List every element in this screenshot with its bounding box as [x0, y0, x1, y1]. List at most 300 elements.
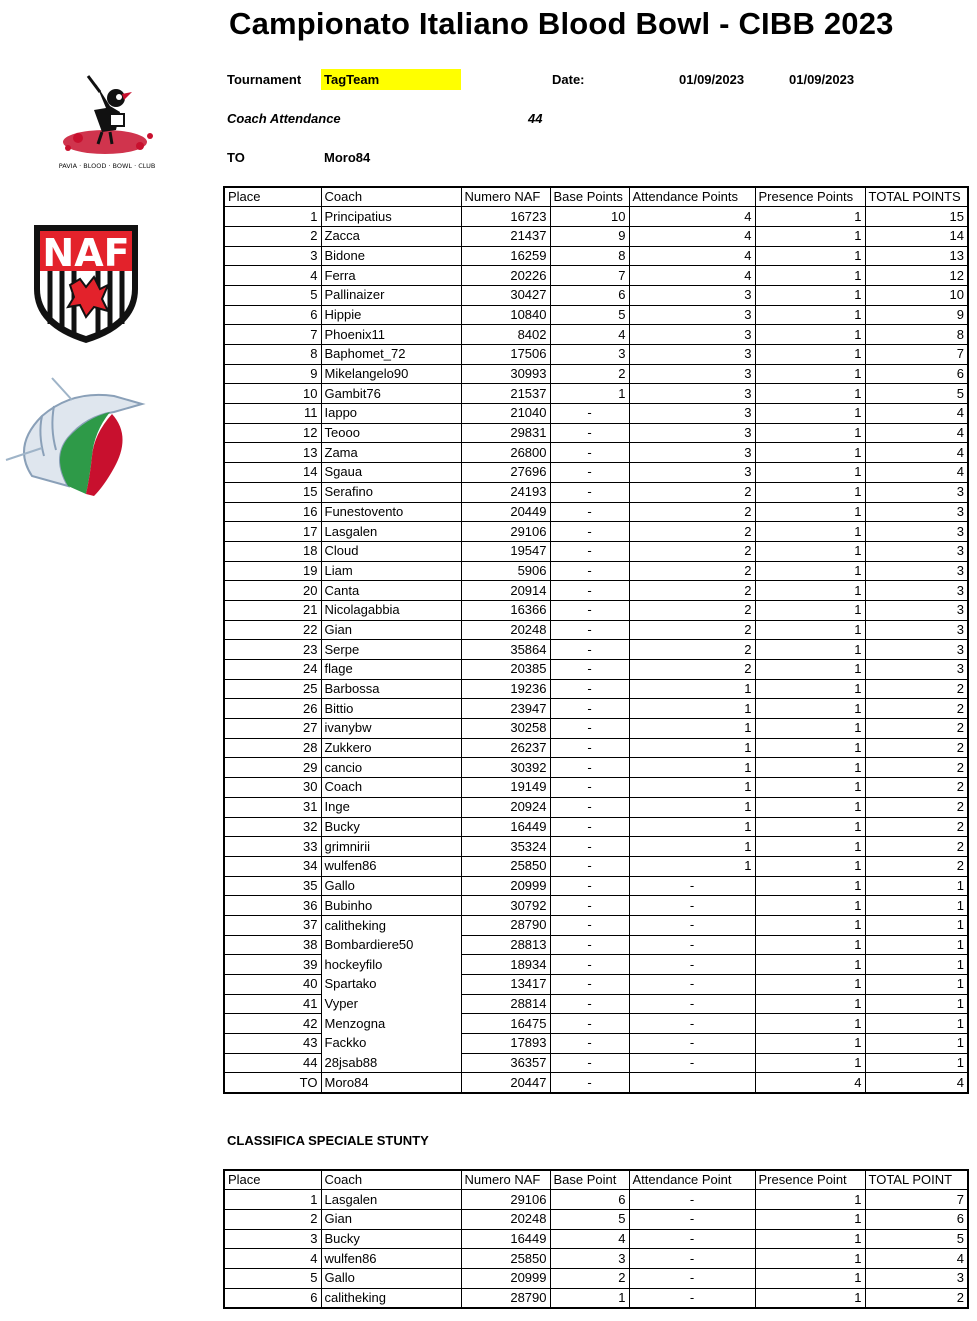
- table-row: [224, 778, 968, 798]
- presence-points-cell: 1: [755, 541, 865, 561]
- stunty-section-title: CLASSIFICA SPECIALE STUNTY: [227, 1133, 429, 1148]
- base-points-cell: -: [550, 758, 629, 778]
- attendance-points-cell: 3: [629, 404, 755, 424]
- place-cell: 39: [224, 955, 321, 975]
- place-cell: 30: [224, 778, 321, 798]
- total-points-cell: 3: [865, 502, 968, 522]
- presence-points-cell: 1: [755, 994, 865, 1014]
- date-end: 01/09/2023: [789, 72, 855, 87]
- base-points-cell: 7: [550, 266, 629, 286]
- to-label: TO: [227, 150, 245, 165]
- naf-number-cell: 21537: [461, 384, 550, 404]
- attendance-points-cell: -: [629, 1268, 755, 1288]
- base-points-cell: -: [550, 915, 629, 935]
- coach-cell: Baphomet_72: [321, 345, 461, 365]
- total-points-cell: 9: [865, 305, 968, 325]
- table-row: [224, 404, 968, 424]
- col-total-header: TOTAL POINTS: [865, 187, 968, 207]
- stunty-standings-table: [223, 1169, 969, 1309]
- table-row: [224, 738, 968, 758]
- table-row: [224, 541, 968, 561]
- attendance-points-cell: 2: [629, 522, 755, 542]
- coach-cell: ivanybw: [321, 719, 461, 739]
- attendance-points-cell: 4: [629, 226, 755, 246]
- table-row: [224, 1249, 968, 1269]
- table-row: [224, 699, 968, 719]
- attendance-points-cell: -: [629, 994, 755, 1014]
- stunty-col-presence-header: Presence Point: [755, 1170, 865, 1190]
- coach-cell: hockeyfilo: [321, 955, 461, 975]
- presence-points-cell: 1: [755, 738, 865, 758]
- table-row: [224, 522, 968, 542]
- presence-points-cell: 1: [755, 817, 865, 837]
- naf-number-cell: 10840: [461, 305, 550, 325]
- base-points-cell: -: [550, 620, 629, 640]
- attendance-points-cell: 1: [629, 679, 755, 699]
- place-cell: TO: [224, 1073, 321, 1093]
- presence-points-cell: 1: [755, 719, 865, 739]
- naf-number-cell: 17506: [461, 345, 550, 365]
- table-row: [224, 1073, 968, 1093]
- attendance-points-cell: 1: [629, 778, 755, 798]
- table-row: [224, 266, 968, 286]
- pavia-blood-bowl-club-logo: [50, 72, 165, 174]
- place-cell: 24: [224, 660, 321, 680]
- attendance-points-cell: 3: [629, 345, 755, 365]
- base-points-cell: -: [550, 581, 629, 601]
- coach-cell: Coach: [321, 778, 461, 798]
- stunty-col-base-header: Base Point: [550, 1170, 629, 1190]
- attendance-points-cell: 2: [629, 561, 755, 581]
- coach-cell: Liam: [321, 561, 461, 581]
- coach-cell: Inge: [321, 797, 461, 817]
- presence-points-cell: 1: [755, 600, 865, 620]
- presence-points-cell: 1: [755, 207, 865, 227]
- presence-points-cell: 1: [755, 1229, 865, 1249]
- presence-points-cell: 1: [755, 640, 865, 660]
- attendance-points-cell: -: [629, 1209, 755, 1229]
- total-points-cell: 8: [865, 325, 968, 345]
- place-cell: 26: [224, 699, 321, 719]
- presence-points-cell: 1: [755, 581, 865, 601]
- total-points-cell: 4: [865, 1073, 968, 1093]
- coach-cell: Vyper: [321, 994, 461, 1014]
- place-cell: 23: [224, 640, 321, 660]
- naf-number-cell: 20924: [461, 797, 550, 817]
- total-points-cell: 3: [865, 660, 968, 680]
- base-points-cell: -: [550, 975, 629, 995]
- base-points-cell: 8: [550, 246, 629, 266]
- presence-points-cell: 1: [755, 443, 865, 463]
- naf-logo-text: NAF: [42, 231, 130, 275]
- coach-cell: Gian: [321, 620, 461, 640]
- table-row: [224, 384, 968, 404]
- naf-number-cell: 30792: [461, 896, 550, 916]
- coach-cell: Mikelangelo90: [321, 364, 461, 384]
- place-cell: 6: [224, 1288, 321, 1308]
- naf-number-cell: 26237: [461, 738, 550, 758]
- place-cell: 25: [224, 679, 321, 699]
- stunty-col-naf-header: Numero NAF: [461, 1170, 550, 1190]
- base-points-cell: -: [550, 1053, 629, 1073]
- total-points-cell: 3: [865, 482, 968, 502]
- attendance-points-cell: 1: [629, 837, 755, 857]
- place-cell: 28: [224, 738, 321, 758]
- base-points-cell: 1: [550, 1288, 629, 1308]
- table-row: [224, 955, 968, 975]
- coach-cell: Ferra: [321, 266, 461, 286]
- naf-number-cell: 16449: [461, 817, 550, 837]
- total-points-cell: 12: [865, 266, 968, 286]
- base-points-cell: -: [550, 561, 629, 581]
- coach-cell: Bombardiere50: [321, 935, 461, 955]
- place-cell: 10: [224, 384, 321, 404]
- base-points-cell: -: [550, 600, 629, 620]
- place-cell: 6: [224, 305, 321, 325]
- place-cell: 22: [224, 620, 321, 640]
- total-points-cell: 2: [865, 738, 968, 758]
- place-cell: 38: [224, 935, 321, 955]
- naf-number-cell: 20385: [461, 660, 550, 680]
- total-points-cell: 3: [865, 600, 968, 620]
- attendance-points-cell: 3: [629, 285, 755, 305]
- naf-number-cell: 17893: [461, 1034, 550, 1054]
- coach-cell: Serpe: [321, 640, 461, 660]
- place-cell: 40: [224, 975, 321, 995]
- total-points-cell: 2: [865, 699, 968, 719]
- naf-number-cell: 30993: [461, 364, 550, 384]
- coach-cell: grimnirii: [321, 837, 461, 857]
- attendance-points-cell: 3: [629, 443, 755, 463]
- presence-points-cell: 1: [755, 384, 865, 404]
- table-row: [224, 660, 968, 680]
- coach-cell: calitheking: [321, 915, 461, 935]
- naf-number-cell: 28814: [461, 994, 550, 1014]
- presence-points-cell: 1: [755, 797, 865, 817]
- place-cell: 43: [224, 1034, 321, 1054]
- coach-cell: Zacca: [321, 226, 461, 246]
- place-cell: 37: [224, 915, 321, 935]
- total-points-cell: 1: [865, 955, 968, 975]
- naf-number-cell: 19547: [461, 541, 550, 561]
- coach-cell: Bucky: [321, 817, 461, 837]
- stunty-col-attendance-header: Attendance Point: [629, 1170, 755, 1190]
- naf-number-cell: 26800: [461, 443, 550, 463]
- italia-football-logo: [2, 376, 147, 501]
- attendance-points-cell: 2: [629, 660, 755, 680]
- table-row: [224, 856, 968, 876]
- naf-number-cell: 20248: [461, 620, 550, 640]
- coach-cell: Pallinaizer: [321, 285, 461, 305]
- total-points-cell: 13: [865, 246, 968, 266]
- col-naf-header: Numero NAF: [461, 187, 550, 207]
- naf-number-cell: 36357: [461, 1053, 550, 1073]
- coach-cell: Nicolagabbia: [321, 600, 461, 620]
- total-points-cell: 3: [865, 581, 968, 601]
- total-points-cell: 1: [865, 994, 968, 1014]
- presence-points-cell: 1: [755, 305, 865, 325]
- presence-points-cell: 1: [755, 856, 865, 876]
- total-points-cell: 4: [865, 443, 968, 463]
- coach-cell: Sgaua: [321, 463, 461, 483]
- place-cell: 4: [224, 1249, 321, 1269]
- coach-cell: Moro84: [321, 1073, 461, 1093]
- base-points-cell: -: [550, 443, 629, 463]
- table-row: [224, 1190, 968, 1210]
- place-cell: 20: [224, 581, 321, 601]
- coach-cell: Bucky: [321, 1229, 461, 1249]
- place-cell: 7: [224, 325, 321, 345]
- col-presence-header: Presence Points: [755, 187, 865, 207]
- page-title: Campionato Italiano Blood Bowl - CIBB 2023: [229, 6, 894, 41]
- place-cell: 3: [224, 246, 321, 266]
- presence-points-cell: 1: [755, 915, 865, 935]
- naf-number-cell: 16259: [461, 246, 550, 266]
- place-cell: 21: [224, 600, 321, 620]
- presence-points-cell: 1: [755, 660, 865, 680]
- base-points-cell: -: [550, 1073, 629, 1093]
- attendance-points-cell: 1: [629, 738, 755, 758]
- naf-number-cell: 16366: [461, 600, 550, 620]
- table-row: [224, 423, 968, 443]
- place-cell: 27: [224, 719, 321, 739]
- main-table-header-row: [224, 187, 968, 207]
- attendance-points-cell: 3: [629, 384, 755, 404]
- presence-points-cell: 1: [755, 364, 865, 384]
- place-cell: 41: [224, 994, 321, 1014]
- total-points-cell: 5: [865, 384, 968, 404]
- table-row: [224, 1288, 968, 1308]
- total-points-cell: 1: [865, 1053, 968, 1073]
- place-cell: 15: [224, 482, 321, 502]
- place-cell: 5: [224, 285, 321, 305]
- place-cell: 33: [224, 837, 321, 857]
- total-points-cell: 3: [865, 541, 968, 561]
- table-row: [224, 246, 968, 266]
- base-points-cell: -: [550, 876, 629, 896]
- base-points-cell: -: [550, 1014, 629, 1034]
- total-points-cell: 10: [865, 285, 968, 305]
- attendance-points-cell: 2: [629, 541, 755, 561]
- place-cell: 2: [224, 1209, 321, 1229]
- table-row: [224, 1053, 968, 1073]
- coach-cell: Zukkero: [321, 738, 461, 758]
- naf-number-cell: 25850: [461, 856, 550, 876]
- presence-points-cell: 1: [755, 404, 865, 424]
- coach-cell: Lasgalen: [321, 522, 461, 542]
- attendance-points-cell: -: [629, 1034, 755, 1054]
- total-points-cell: 2: [865, 837, 968, 857]
- place-cell: 44: [224, 1053, 321, 1073]
- base-points-cell: 9: [550, 226, 629, 246]
- presence-points-cell: 1: [755, 1288, 865, 1308]
- total-points-cell: 1: [865, 1014, 968, 1034]
- total-points-cell: 7: [865, 1190, 968, 1210]
- table-row: [224, 896, 968, 916]
- presence-points-cell: 1: [755, 423, 865, 443]
- presence-points-cell: 1: [755, 699, 865, 719]
- table-row: [224, 719, 968, 739]
- naf-number-cell: 20914: [461, 581, 550, 601]
- place-cell: 34: [224, 856, 321, 876]
- total-points-cell: 2: [865, 719, 968, 739]
- total-points-cell: 3: [865, 640, 968, 660]
- total-points-cell: 3: [865, 522, 968, 542]
- place-cell: 31: [224, 797, 321, 817]
- attendance-points-cell: -: [629, 1014, 755, 1034]
- total-points-cell: 4: [865, 404, 968, 424]
- total-points-cell: 3: [865, 620, 968, 640]
- naf-number-cell: 19236: [461, 679, 550, 699]
- coach-cell: Iappo: [321, 404, 461, 424]
- naf-number-cell: 35324: [461, 837, 550, 857]
- base-points-cell: -: [550, 738, 629, 758]
- coach-cell: Serafino: [321, 482, 461, 502]
- table-row: [224, 226, 968, 246]
- total-points-cell: 3: [865, 561, 968, 581]
- attendance-points-cell: 3: [629, 463, 755, 483]
- base-points-cell: -: [550, 502, 629, 522]
- table-row: [224, 364, 968, 384]
- total-points-cell: 1: [865, 935, 968, 955]
- coach-cell: Principatius: [321, 207, 461, 227]
- coach-cell: flage: [321, 660, 461, 680]
- coach-cell: cancio: [321, 758, 461, 778]
- place-cell: 32: [224, 817, 321, 837]
- place-cell: 35: [224, 876, 321, 896]
- base-points-cell: -: [550, 541, 629, 561]
- total-points-cell: 15: [865, 207, 968, 227]
- to-value: Moro84: [324, 150, 371, 165]
- table-row: [224, 640, 968, 660]
- coach-cell: Gian: [321, 1209, 461, 1229]
- total-points-cell: 2: [865, 758, 968, 778]
- attendance-points-cell: 2: [629, 620, 755, 640]
- attendance-points-cell: 3: [629, 305, 755, 325]
- place-cell: 2: [224, 226, 321, 246]
- table-row: [224, 463, 968, 483]
- table-row: [224, 561, 968, 581]
- attendance-points-cell: 1: [629, 758, 755, 778]
- presence-points-cell: 1: [755, 345, 865, 365]
- attendance-points-cell: 4: [629, 207, 755, 227]
- coach-cell: Barbossa: [321, 679, 461, 699]
- base-points-cell: -: [550, 463, 629, 483]
- attendance-points-cell: -: [629, 915, 755, 935]
- stunty-col-total-header: TOTAL POINT: [865, 1170, 968, 1190]
- base-points-cell: 2: [550, 1268, 629, 1288]
- table-row: [224, 285, 968, 305]
- table-row: [224, 345, 968, 365]
- naf-number-cell: 16449: [461, 1229, 550, 1249]
- attendance-points-cell: 4: [629, 246, 755, 266]
- naf-number-cell: 25850: [461, 1249, 550, 1269]
- total-points-cell: 14: [865, 226, 968, 246]
- naf-number-cell: 28790: [461, 915, 550, 935]
- presence-points-cell: 1: [755, 226, 865, 246]
- base-points-cell: -: [550, 778, 629, 798]
- place-cell: 29: [224, 758, 321, 778]
- total-points-cell: 2: [865, 1288, 968, 1308]
- naf-number-cell: 20447: [461, 1073, 550, 1093]
- table-row: [224, 325, 968, 345]
- attendance-points-cell: -: [629, 955, 755, 975]
- attendance-points-cell: -: [629, 1249, 755, 1269]
- table-row: [224, 1034, 968, 1054]
- total-points-cell: 2: [865, 856, 968, 876]
- base-points-cell: 3: [550, 345, 629, 365]
- base-points-cell: -: [550, 699, 629, 719]
- base-points-cell: -: [550, 482, 629, 502]
- total-points-cell: 1: [865, 876, 968, 896]
- stunty-col-place-header: Place: [224, 1170, 321, 1190]
- coach-cell: Bubinho: [321, 896, 461, 916]
- base-points-cell: 6: [550, 1190, 629, 1210]
- coach-cell: Gambit76: [321, 384, 461, 404]
- base-points-cell: -: [550, 660, 629, 680]
- table-row: [224, 620, 968, 640]
- place-cell: 36: [224, 896, 321, 916]
- col-attendance-header: Attendance Points: [629, 187, 755, 207]
- presence-points-cell: 1: [755, 463, 865, 483]
- coach-cell: Bittio: [321, 699, 461, 719]
- attendance-points-cell: 2: [629, 600, 755, 620]
- naf-number-cell: 18934: [461, 955, 550, 975]
- naf-number-cell: 29106: [461, 1190, 550, 1210]
- coach-cell: 28jsab88: [321, 1053, 461, 1073]
- attendance-points-cell: -: [629, 1288, 755, 1308]
- coach-cell: Funestovento: [321, 502, 461, 522]
- base-points-cell: -: [550, 1034, 629, 1054]
- naf-number-cell: 20226: [461, 266, 550, 286]
- presence-points-cell: 1: [755, 266, 865, 286]
- total-points-cell: 6: [865, 1209, 968, 1229]
- coach-cell: Spartako: [321, 975, 461, 995]
- place-cell: 8: [224, 345, 321, 365]
- presence-points-cell: 1: [755, 325, 865, 345]
- naf-number-cell: 28790: [461, 1288, 550, 1308]
- attendance-points-cell: 2: [629, 581, 755, 601]
- attendance-points-cell: 3: [629, 364, 755, 384]
- presence-points-cell: 1: [755, 1190, 865, 1210]
- attendance-points-cell: -: [629, 1053, 755, 1073]
- table-row: [224, 1209, 968, 1229]
- total-points-cell: 6: [865, 364, 968, 384]
- presence-points-cell: 1: [755, 522, 865, 542]
- presence-points-cell: 1: [755, 482, 865, 502]
- presence-points-cell: 4: [755, 1073, 865, 1093]
- date-start: 01/09/2023: [679, 72, 745, 87]
- presence-points-cell: 1: [755, 876, 865, 896]
- base-points-cell: 1: [550, 384, 629, 404]
- attendance-points-cell: 1: [629, 719, 755, 739]
- date-label: Date:: [552, 72, 585, 87]
- attendance-points-cell: 1: [629, 817, 755, 837]
- place-cell: 9: [224, 364, 321, 384]
- base-points-cell: -: [550, 856, 629, 876]
- attendance-points-cell: -: [629, 876, 755, 896]
- naf-number-cell: 5906: [461, 561, 550, 581]
- table-row: [224, 305, 968, 325]
- attendance-points-cell: -: [629, 935, 755, 955]
- naf-shield-logo: [30, 219, 142, 347]
- table-row: [224, 797, 968, 817]
- coach-cell: Zama: [321, 443, 461, 463]
- base-points-cell: -: [550, 955, 629, 975]
- total-points-cell: 2: [865, 797, 968, 817]
- naf-number-cell: 23947: [461, 699, 550, 719]
- table-row: [224, 502, 968, 522]
